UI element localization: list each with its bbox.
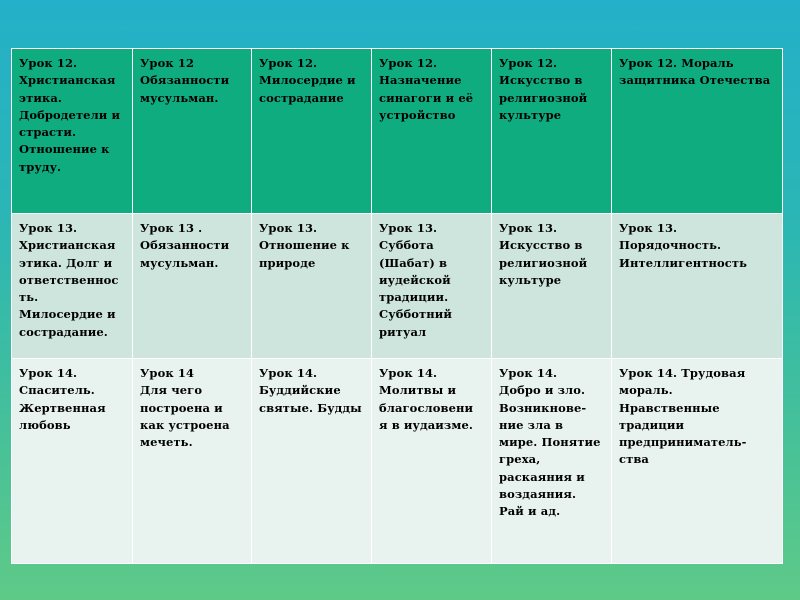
table-cell <box>492 359 612 564</box>
cell-text: Урок 12. Назначение синагоги и её устройство <box>379 56 474 122</box>
cell-text: Урок 13. Суббота (Шабат) в иудейской традиции. Субботний ритуал <box>379 221 453 339</box>
cell-text: Урок 12. Христианская этика. Добродетели и страсти. Отношение к труду. <box>19 56 121 174</box>
table-cell <box>492 49 612 214</box>
cell-text: Урок 13. Отношение к природе <box>259 221 350 270</box>
table-cell <box>492 214 612 359</box>
table-cell <box>133 214 252 359</box>
lessons-table <box>11 48 783 564</box>
cell-text: Урок 14. Спаситель. Жертвенная любовь <box>19 366 106 432</box>
cell-text: Урок 14 Для чего построена и как устроена мечеть. <box>140 366 230 449</box>
table-cell <box>252 214 372 359</box>
cell-text: Урок 14. Добро и зло. Возникнове- ние зла в мире. Понятие греха, раскаяния и воздаяния. Рай и ад. <box>499 366 601 518</box>
table-cell <box>133 359 252 564</box>
table-cell <box>12 359 133 564</box>
table-row-lesson-12 <box>12 49 783 214</box>
cell-text: Урок 14. Трудовая мораль. Нравственные традиции предприниматель- ства <box>619 366 747 467</box>
cell-text: Урок 13 . Обязанности мусульман. <box>140 221 230 270</box>
table-row-lesson-14 <box>12 359 783 564</box>
table-cell <box>252 49 372 214</box>
cell-text: Урок 12. Искусство в религиозной культуре <box>499 56 588 122</box>
table-cell <box>133 49 252 214</box>
cell-text: Урок 14. Буддийские святые. Будды <box>259 366 362 415</box>
table-cell <box>612 359 783 564</box>
table-cell <box>372 359 492 564</box>
cell-text: Урок 13. Искусство в религиозной культуре <box>499 221 588 287</box>
cell-text: Урок 12 Обязанности мусульман. <box>140 56 230 105</box>
table-cell <box>12 214 133 359</box>
cell-text: Урок 13. Христианская этика. Долг и ответственнос ть. Милосердие и сострадание. <box>19 221 119 339</box>
table-cell <box>612 214 783 359</box>
cell-text: Урок 12. Мораль защитника Отечества <box>619 56 771 88</box>
table-cell <box>252 359 372 564</box>
table-cell <box>612 49 783 214</box>
table-row-lesson-13 <box>12 214 783 359</box>
table-cell <box>12 49 133 214</box>
table-cell <box>372 214 492 359</box>
cell-text: Урок 14. Молитвы и благословени я в иудаизме. <box>379 366 474 432</box>
cell-text: Урок 13. Порядочность. Интеллигентность <box>619 221 747 270</box>
table-cell <box>372 49 492 214</box>
cell-text: Урок 12. Милосердие и сострадание <box>259 56 356 105</box>
